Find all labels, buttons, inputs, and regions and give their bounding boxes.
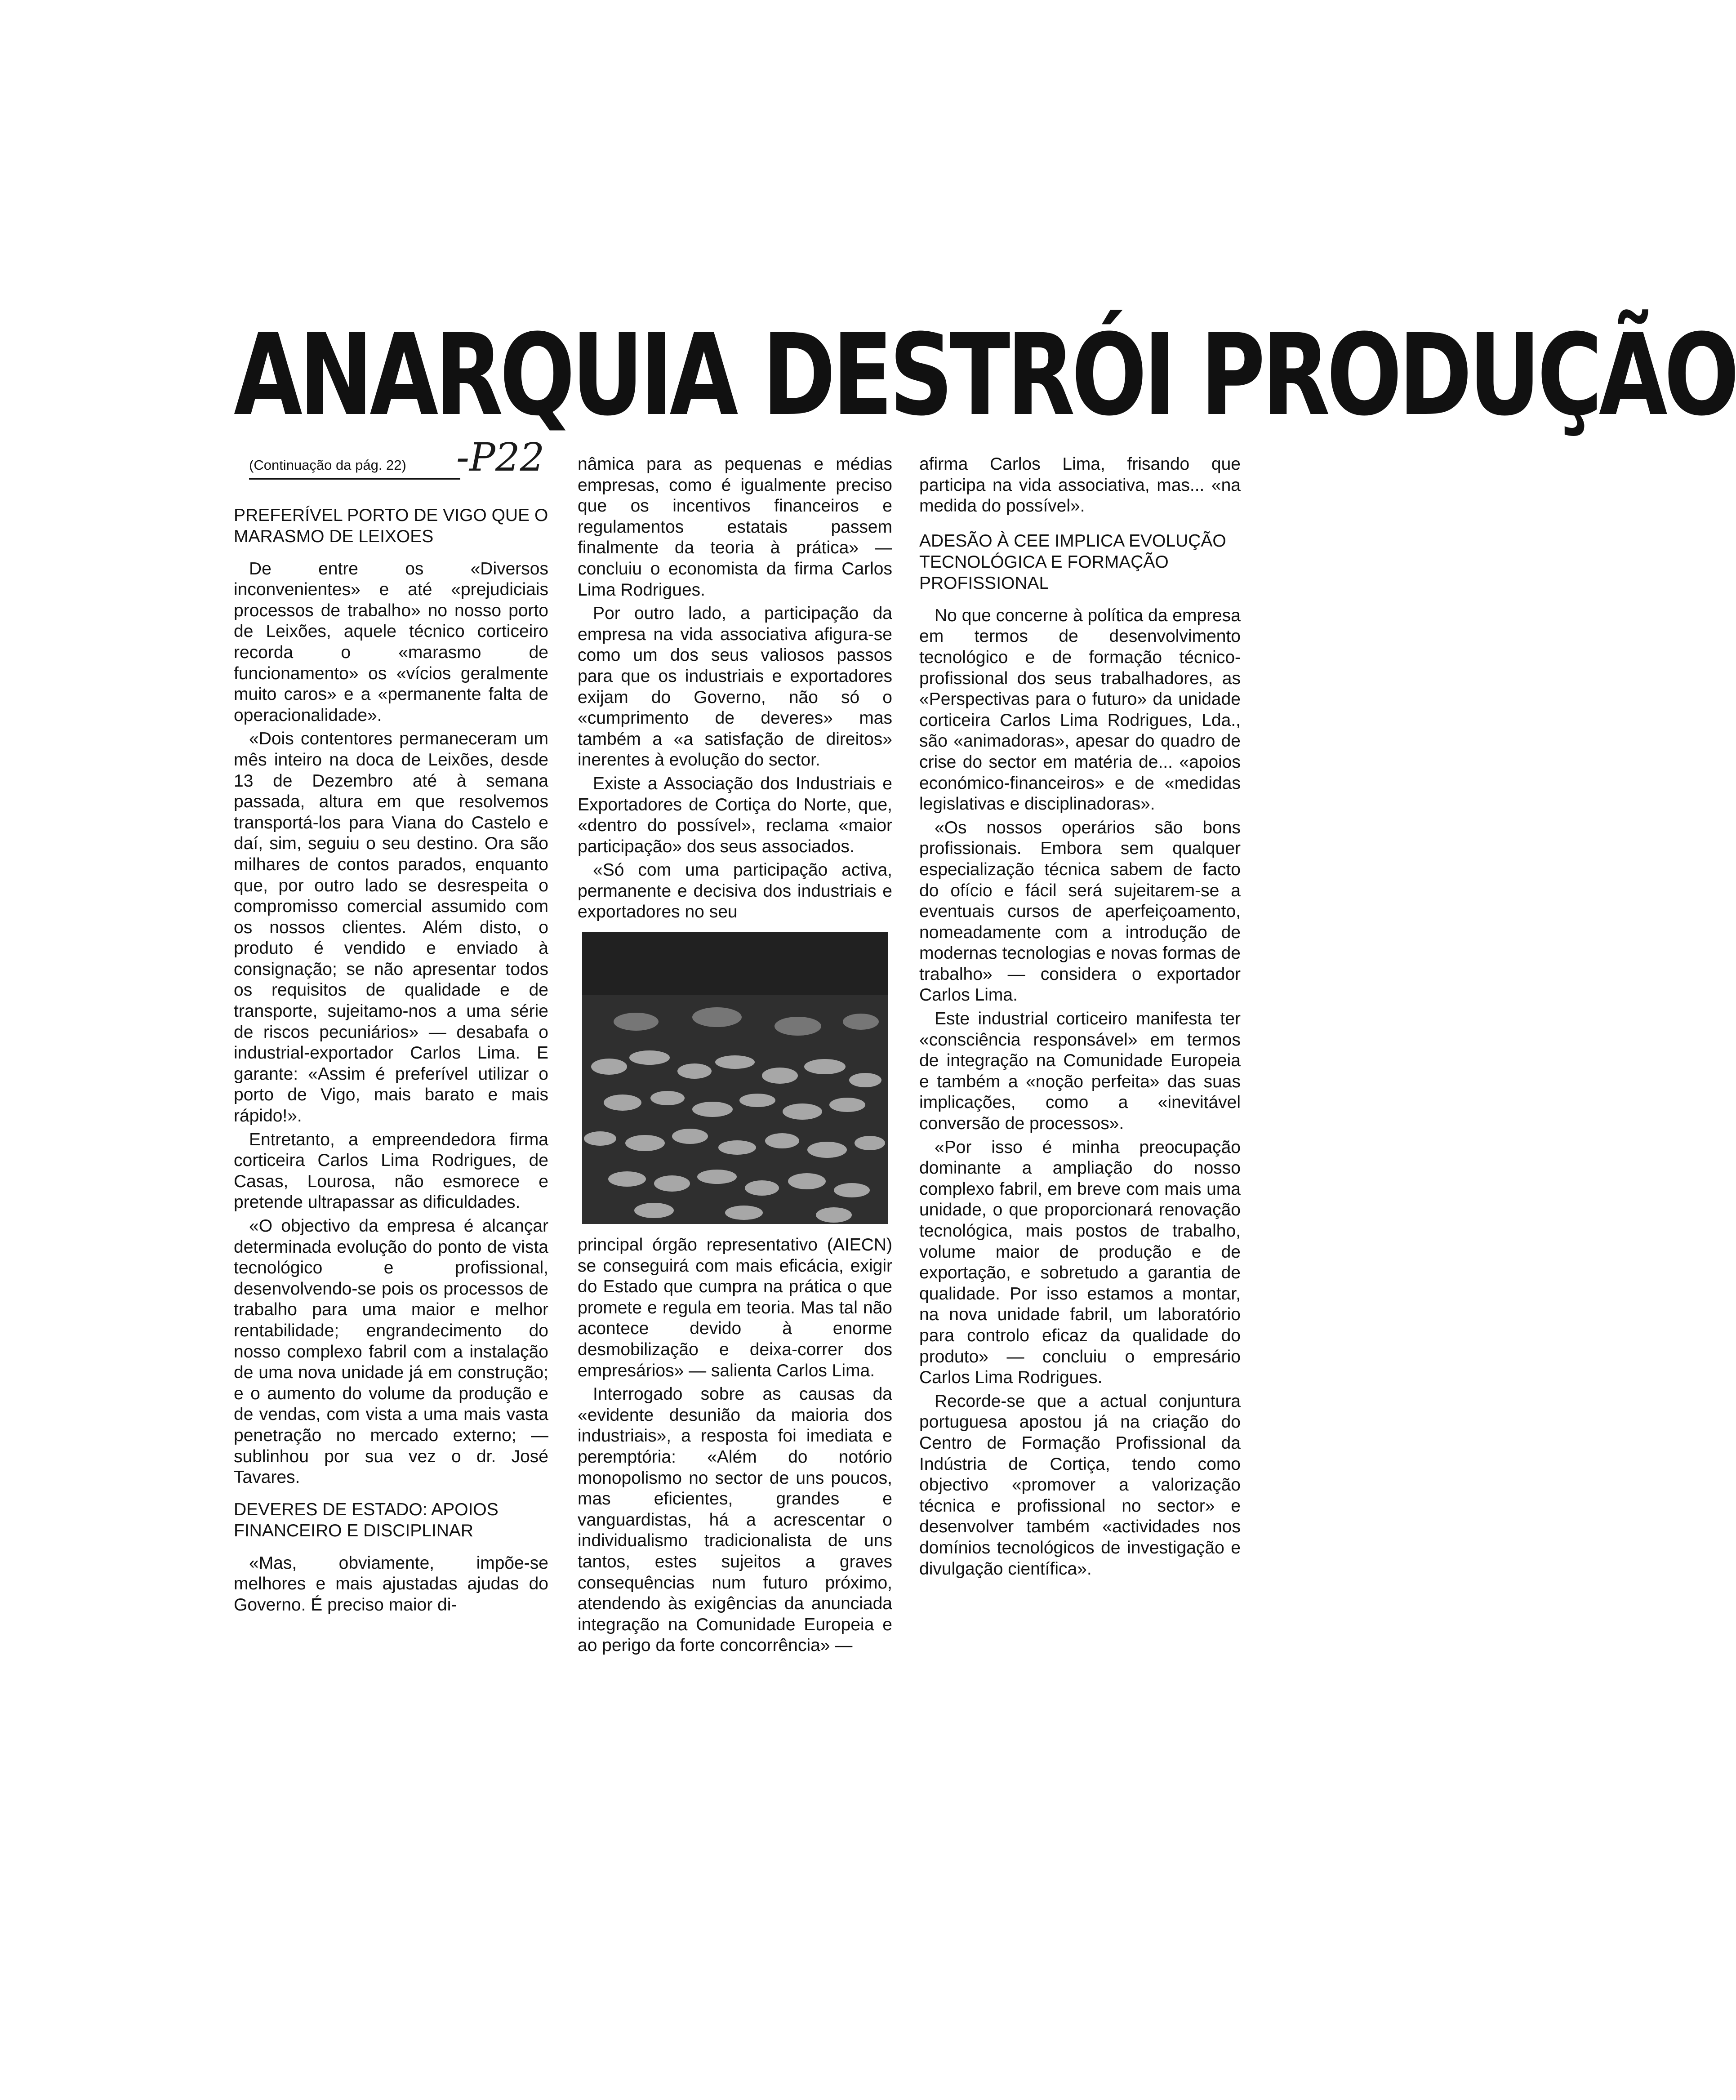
column-3 bbox=[919, 454, 1241, 1582]
paragraph: «Os nossos operários são bons profissionais. Embora sem qualquer especialização técnica sabem de facto do ofício e fácil será sujeitarem-se a eventuais cursos de aperfeiçoamento, nomeadamente com a introdução de modernas tecnologias e novas formas de trabalho» — considera o exportador Carlos Lima. bbox=[919, 818, 1241, 1005]
paragraph: «Só com uma participação activa, permanente e decisiva dos industriais e exportadores no seu bbox=[578, 860, 892, 922]
paragraph: «Por isso é minha preocupação dominante a ampliação do nosso complexo fabril, em breve com mais uma unidade, o que proporcionará renovação tecnológica, mais postos de trabalho, volume maior de produção e de exportação, e sobretudo a garantia de qualidade. Por isso estamos a montar, na nova unidade fabril, um laboratório para controlo eficaz da qualidade do produto» — concluiu o empresário Carlos Lima Rodrigues. bbox=[919, 1137, 1241, 1388]
paragraph: principal órgão representativo (AIECN) se conseguirá com mais eficácia, exigir do Estado que cumpra na prática o que promete e regula em teoria. Mas tal não acontece devido à enorme desmobilização e deixa-correr dos empresários» — salienta Carlos Lima. bbox=[578, 1235, 892, 1380]
paragraph: Existe a Associação dos Industriais e Exportadores de Cortiça do Norte, que, «dentro do possível», reclama «maior participação» dos seus associados. bbox=[578, 774, 892, 856]
subhead-deveres-estado: DEVERES DE ESTADO: APOIOS FINANCEIRO E DISCIPLINAR bbox=[234, 1499, 499, 1540]
paragraph: Recorde-se que a actual conjuntura portuguesa apostou já na criação do Centro de Formação Profissional da Indústria de Cortiça, tendo como objectivo «promover a valorização técnica e profissional no sector» e desenvolver também «actividades nos domínios tecnológicos de investigação e divulgação científica». bbox=[919, 1391, 1241, 1579]
paragraph: Interrogado sobre as causas da «evidente desunião da maioria dos industriais», a resposta foi imediata e peremptória: «Além do notório monopolismo no sector de uns poucos, mas eficientes, grandes e vanguardistas, há a acrescentar o individualismo tradicionalista de uns tantos, estes sujeitos a graves consequências num futuro próximo, atendendo às exigências da anunciada integração na Comunidade Europeia e ao perigo da forte concorrência» — bbox=[578, 1384, 892, 1655]
headline: ANARQUIA DESTRÓI PRODUÇÃO bbox=[234, 310, 1736, 440]
subhead-preferivel-vigo: PREFERÍVEL PORTO DE VIGO QUE O MARASMO DE LEIXOES bbox=[234, 505, 548, 546]
continuation-label: (Continuação da pág. 22) bbox=[249, 455, 460, 480]
paragraph: «O objectivo da empresa é alcançar determinada evolução do ponto de vista tecnológico e profissional, desenvolvendo-se pois os processos de trabalho para uma maior e melhor rentabilidade; engrandecimento do nosso complexo fabril com a instalação de uma nova unidade já em construção; e o aumento do volume da produção e de vendas, com vista a uma mais vasta penetração no mercado externo; — sublinhou por sua vez o dr. José Tavares. bbox=[234, 1216, 548, 1487]
subhead-adesao-cee: ADESÃO À CEE IMPLICA EVOLUÇÃO TECNOLÓGICA E FORMAÇÃO PROFISSIONAL bbox=[919, 531, 1226, 593]
column-2 bbox=[578, 454, 892, 1659]
paragraph: De entre os «Diversos inconvenientes» e até «prejudiciais processos de trabalho» no nosso porto de Leixões, aquele técnico corticeiro recorda o «marasmo de funcionamento» os «vícios geralmente muito caros» e a «permanente falta de operacionalidade». bbox=[234, 559, 548, 725]
paragraph: nâmica para as pequenas e médias empresas, como é igualmente preciso que os incentivos financeiros e regulamentos estatais passem finalmente da teoria à prática» — concluiu o economista da firma Carlos Lima Rodrigues. bbox=[578, 454, 892, 600]
paragraph: «Mas, obviamente, impõe-se melhores e mais ajustadas ajudas do Governo. É preciso maior di- bbox=[234, 1553, 548, 1615]
paragraph: Entretanto, a empreendedora firma corticeira Carlos Lima Rodrigues, de Casas, Lourosa, não esmorece e pretende ultrapassar as dificuldades. bbox=[234, 1130, 548, 1212]
paragraph: Este industrial corticeiro manifesta ter «consciência responsável» em termos de integração na Comunidade Europeia e também a «noção perfeita» das suas implicações, como a «inevitável conversão de processos». bbox=[919, 1009, 1241, 1134]
paragraph: afirma Carlos Lima, frisando que participa na vida associativa, mas... «na medida do possível». bbox=[919, 454, 1241, 516]
paragraph: No que concerne à política da empresa em termos de desenvolvimento tecnológico e de formação técnico-profissional dos seus trabalhadores, as «Perspectivas para o futuro» da unidade corticeira Carlos Lima Rodrigues, Lda., são «animadoras», apesar do quadro de crise do sector em matéria de... «apoios económico-financeiros» e de «medidas legislativas e disciplinadoras». bbox=[919, 605, 1241, 814]
handwritten-page-note: -P22 bbox=[456, 435, 545, 480]
paragraph: Por outro lado, a participação da empresa na vida associativa afigura-se como um dos seus valiosos passos para que os industriais e exportadores exijam do Governo, não só o «cumprimento de deveres» mas também a «a satisfação de direitos» inerentes à evolução do sector. bbox=[578, 604, 892, 770]
column-1 bbox=[234, 454, 548, 1619]
paragraph: «Dois contentores permaneceram um mês inteiro na doca de Leixões, desde 13 de Dezembro até à semana passada, altura em que resolvemos transportá-los para Viana do Castelo e daí, sim, seguiu o seu destino. Ora são milhares de contos parados, enquanto que, por outro lado se desrespeita o compromisso comercial assumido com os nossos clientes. Além disto, o produto é vendido e enviado à consignação; se não apresentar todos os requisitos de qualidade e de transporte, sujeitamo-nos a uma série de riscos pecuniários» — desabafa o industrial-exportador Carlos Lima. E garante: «Assim é preferível utilizar o porto de Vigo, mais barato e mais rápido!». bbox=[234, 729, 548, 1126]
cork-photo-graphic bbox=[582, 932, 888, 1224]
cork-stack-photo bbox=[582, 932, 888, 1224]
continuation-line bbox=[234, 454, 548, 480]
